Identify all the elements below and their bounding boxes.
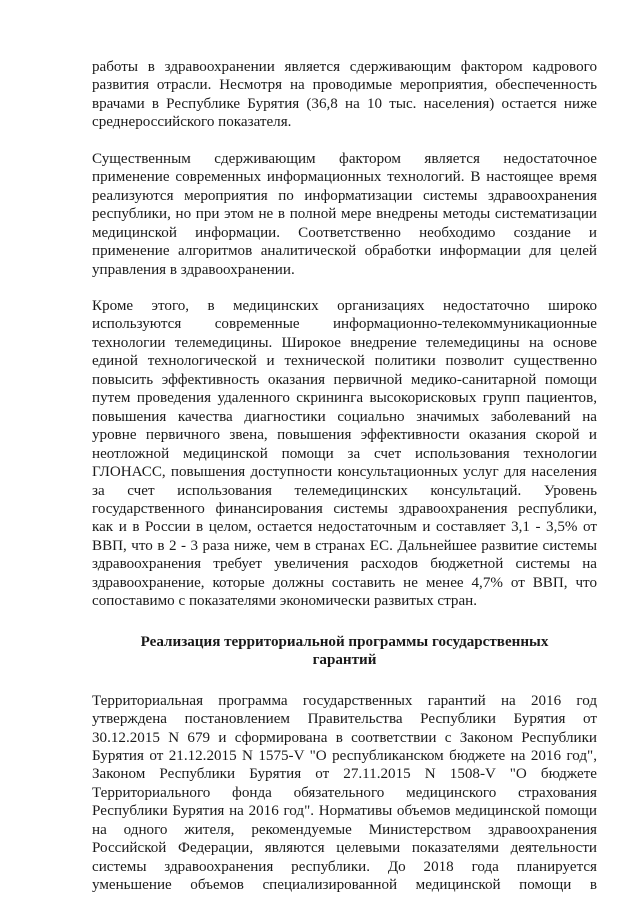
text-line: уровне первичного звена, повышения эффективности оказания скорой и (92, 427, 597, 444)
section-heading (92, 633, 597, 670)
text-line: путем проведения удаленного скрининга высокорисковых групп пациентов, (92, 390, 597, 407)
text-line: управления в здравоохранении. (92, 261, 295, 278)
text-line: Бурятия от 21.12.2015 N 1575-V "О республиканском бюджете на 2016 год", (92, 747, 597, 764)
text-line: медицинской информации. Соответственно необходимо создание и (92, 224, 597, 241)
paragraph-information-technologies (92, 150, 597, 279)
text-line: Территориальная программа государственных гарантий на 2016 год (92, 692, 597, 709)
text-line: реализуются мероприятия по информатизации системы здравоохранения (92, 187, 597, 204)
text-line: Законом Республики Бурятия от 27.11.2015 N 1508-V "О бюджете (92, 766, 597, 783)
paragraph-territorial-program (92, 692, 597, 895)
text-line: утверждена постановлением Правительства Республики Бурятия от (92, 711, 597, 728)
text-line: используются современные информационно-телекоммуникационные (92, 316, 597, 333)
text-line: 30.12.2015 N 679 и сформирована в соответствии с Законом Республики (92, 729, 597, 746)
text-line: ГЛОНАСС, повышения доступности консультационных услуг для населения (92, 464, 597, 481)
text-line: Существенным сдерживающим фактором является недостаточное (92, 150, 597, 167)
text-line: Российской Федерации, являются целевыми показателями деятельности (92, 840, 597, 857)
text-line: Кроме этого, в медицинских организациях недостаточно широко (92, 297, 597, 314)
heading-line: Реализация территориальной программы государственных (140, 633, 549, 650)
text-line: Территориального фонда обязательного медицинского страхования (92, 784, 597, 801)
text-line: применение алгоритмов аналитической обработки информации для целей (92, 243, 597, 260)
text-line: развития отрасли. Несмотря на проводимые мероприятия, обеспеченность (92, 77, 597, 94)
text-line: применение современных информационных технологий. В настоящее время (92, 169, 597, 186)
text-line: сопоставимо с показателями экономически развитых стран. (92, 593, 478, 610)
paragraph-telemedicine (92, 297, 597, 611)
text-line: на одного жителя, рекомендуемые Министерством здравоохранения (92, 821, 597, 838)
text-line: системы здравоохранения республики. До 2018 года планируется (92, 858, 597, 875)
text-line: повышения качества диагностики социально значимых заболеваний на (92, 408, 597, 425)
paragraph-staffing (92, 58, 597, 132)
text-line: уменьшение объемов специализированной медицинской помощи в (92, 877, 597, 894)
text-line: как и в России в целом, остается недостаточным и составляет 3,1 - 3,5% от (92, 519, 597, 536)
text-line: здравоохранения требует увеличения расходов бюджетной системы на (92, 556, 597, 573)
text-line: повысить эффективность оказания первичной медико-санитарной помощи (92, 371, 597, 388)
text-line: государственного финансирования системы здравоохранения республики, (92, 500, 597, 517)
text-line: Республики Бурятия на 2016 год". Нормативы объемов медицинской помощи (92, 803, 597, 820)
text-line: технологии телемедицины. Широкое внедрение телемедицины на основе (92, 334, 597, 351)
text-line: среднероссийского показателя. (92, 114, 292, 131)
heading-line: гарантий (312, 652, 377, 669)
text-line: за счет использования телемедицинских консультаций. Уровень (92, 482, 597, 499)
document-page (92, 58, 597, 895)
text-line: работы в здравоохранении является сдерживающим фактором кадрового (92, 59, 597, 75)
text-line: врачами в Республике Бурятия (36,8 на 10 тыс. населения) остается ниже (92, 95, 597, 112)
text-line: ВВП, что в 2 - 3 раза ниже, чем в странах ЕС. Дальнейшее развитие системы (92, 537, 597, 554)
text-line: неотложной медицинской помощи за счет использования технологии (92, 445, 597, 462)
text-line: единой технологической и технической политики позволит существенно (92, 353, 597, 370)
text-line: здравоохранение, которые должны составить не менее 4,7% от ВВП, что (92, 574, 597, 591)
text-line: республики, но при этом не в полной мере внедрены методы систематизации (92, 206, 597, 223)
